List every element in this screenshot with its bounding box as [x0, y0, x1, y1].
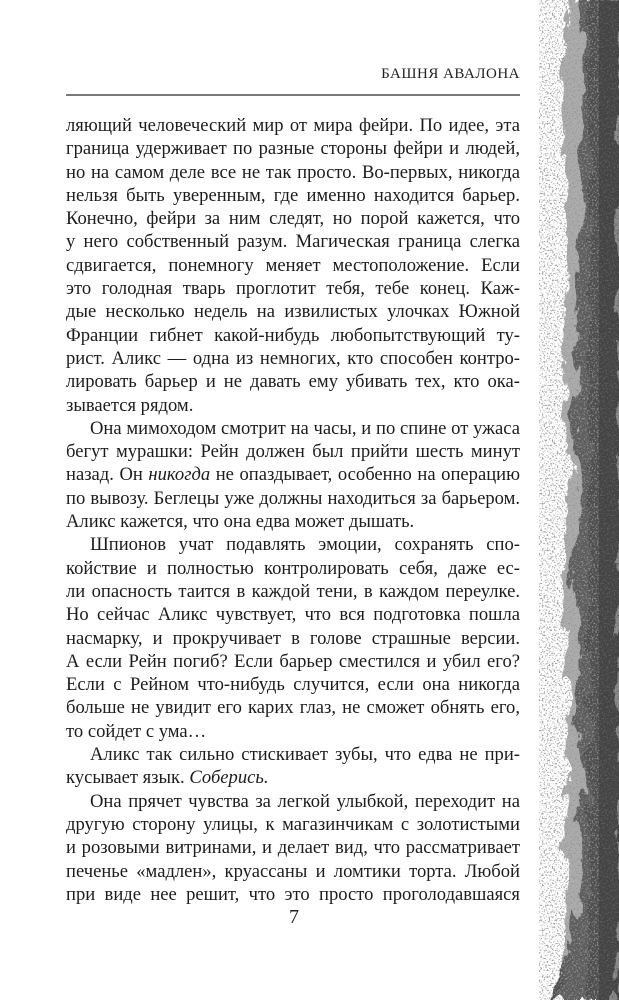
- text-line: нельзя быть уверенным, где именно находится барьер.: [66, 184, 520, 206]
- text-line: Шпионов учат подавлять эмоции, сохранять спо-: [90, 534, 520, 556]
- text-line: бегут мурашки: Рейн должен был прийти шесть минут: [66, 441, 520, 463]
- text-line: но на самом деле все не так просто. Во-первых, никогда: [66, 161, 520, 183]
- text-line: Аликс кажется, что она едва может дышать.: [66, 511, 415, 533]
- paragraph: [66, 114, 520, 417]
- header-rule: [66, 94, 520, 96]
- text-line: Она мимоходом смотрит на часы, и по спине от ужаса: [90, 417, 520, 439]
- text-line: Если с Рейном что-нибудь случится, если она никогда: [66, 674, 520, 696]
- text-line: по вывозу. Беглецы уже должны находиться за барьером.: [66, 487, 520, 509]
- text-line: ляющий человеческий мир от мира фейри. По идее, эта: [66, 115, 520, 136]
- italic-emphasis: никогда: [148, 464, 211, 486]
- text-line: при виде нее решит, что это просто проголодавшаяся: [66, 883, 520, 905]
- paragraph: [66, 790, 520, 906]
- page-number: 7: [289, 906, 299, 928]
- text-line: другую сторону улицы, к магазинчикам с золотистыми: [66, 813, 520, 835]
- paragraph: [66, 533, 520, 743]
- text-line: Но сейчас Аликс чувствует, что вся подготовка пошла: [66, 604, 520, 626]
- text-line: печенье «мадлен», круассаны и ломтики торта. Любой: [66, 860, 520, 882]
- text-line: койствие и полностью контролировать себя, даже ес-: [66, 557, 520, 579]
- text-line: кусывает язык. Соберись.: [66, 767, 269, 789]
- text-line: Франции гибнет какой-нибудь любопытствующий ту-: [66, 324, 520, 346]
- text-line: лировать барьер и не давать ему убивать тех, кто ока-: [66, 371, 520, 393]
- text-line: больше не увидит его карих глаз, не сможет обнять его,: [66, 697, 520, 719]
- text-line: дые несколько недель на извилистых улочках Южной: [66, 301, 520, 323]
- text-line: это голодная тварь проглотит тебя, тебе конец. Каж-: [66, 278, 520, 300]
- italic-emphasis: Соберись.: [189, 767, 269, 789]
- text-line: Аликс так сильно стискивает зубы, что едва не при-: [90, 744, 520, 766]
- text-line: насмарку, и прокручивает в голове страшные версии.: [66, 627, 520, 649]
- paragraph: [66, 743, 520, 790]
- text-line: А если Рейн погиб? Если барьер сместился и убил его?: [66, 650, 520, 672]
- text-line: ли опасность таится в каждой тени, в каждом переулке.: [66, 580, 520, 602]
- text-line: назад. Он никогда не опаздывает, особенно на операцию: [66, 464, 520, 486]
- body-text: [66, 114, 520, 906]
- text-line: рист. Аликс — одна из немногих, кто способен контро-: [66, 347, 520, 369]
- text-line: Конечно, фейри за ним следят, но порой кажется, что: [66, 208, 520, 230]
- running-head: БАШНЯ АВАЛОНА: [381, 66, 520, 82]
- text-line: и розовыми витринами, и делает вид, что рассматривает: [66, 837, 520, 859]
- text-line: то сойдет с ума…: [66, 720, 207, 742]
- text-line: граница удерживает по разные стороны фейри и людей,: [66, 138, 520, 160]
- text-line: зывается рядом.: [66, 394, 194, 416]
- paragraph: [66, 417, 520, 533]
- text-line: Она прячет чувства за легкой улыбкой, переходит на: [90, 790, 520, 812]
- text-line: сдвигается, понемногу меняет местоположение. Если: [66, 254, 520, 276]
- grunge-border-decoration: [509, 0, 619, 1000]
- text-line: у него собственный разум. Магическая граница слегка: [66, 231, 520, 253]
